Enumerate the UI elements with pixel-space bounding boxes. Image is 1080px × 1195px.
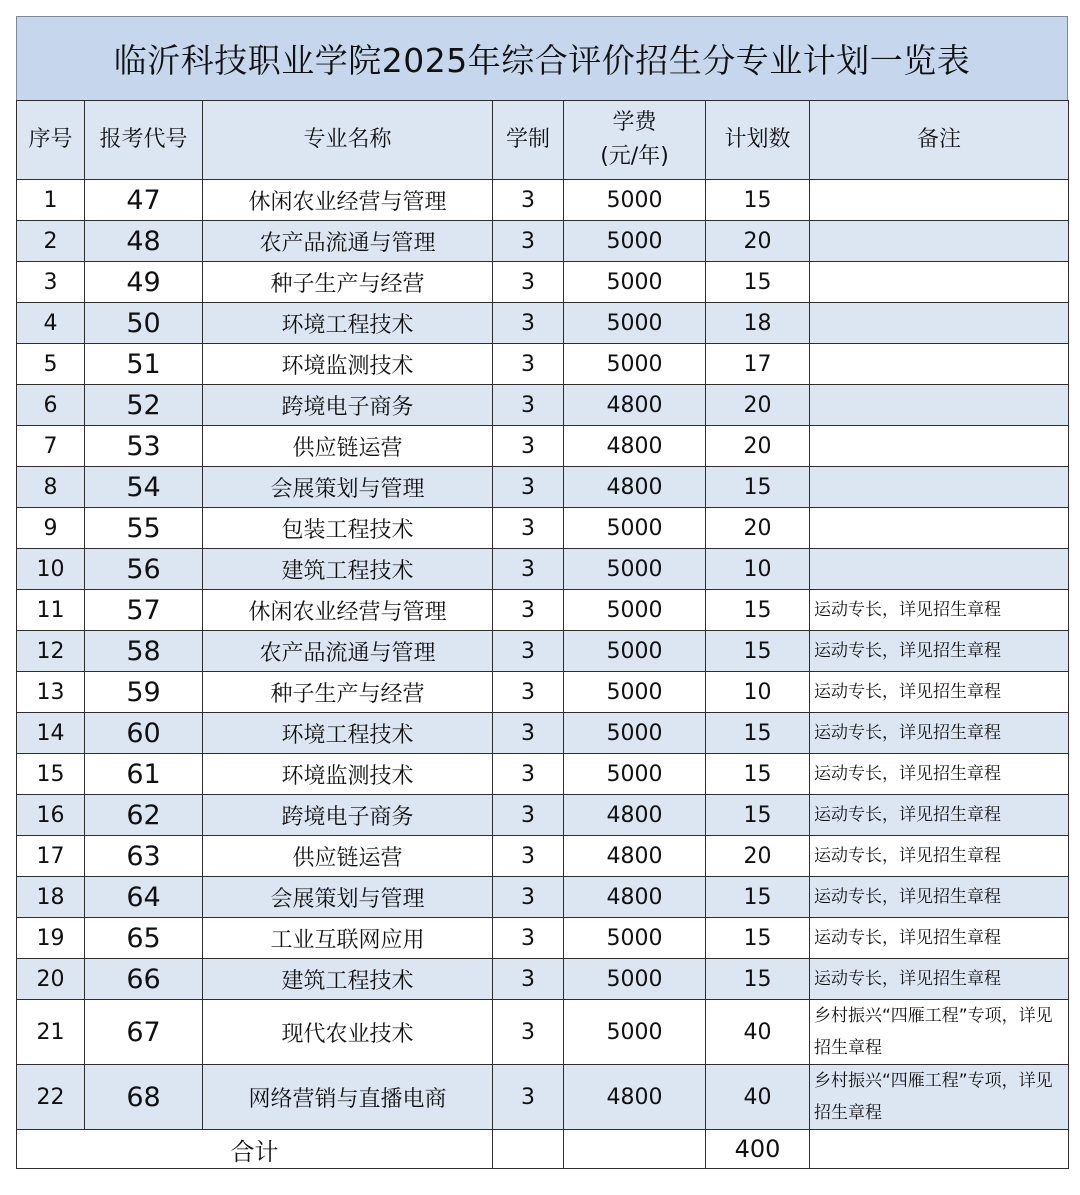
cell-plan: 10 (706, 672, 810, 713)
header-seq: 序号 (17, 101, 85, 180)
header-plan: 计划数 (706, 101, 810, 180)
total-row (17, 1130, 1069, 1169)
cell-note (810, 221, 1069, 262)
cell-note (810, 303, 1069, 344)
cell-years: 3 (493, 713, 564, 754)
cell-note: 运动专长，详见招生章程 (810, 754, 1069, 795)
cell-fee: 4800 (564, 877, 706, 918)
cell-plan: 15 (706, 262, 810, 303)
cell-fee: 5000 (564, 918, 706, 959)
cell-seq: 5 (17, 344, 85, 385)
cell-major: 建筑工程技术 (203, 549, 493, 590)
cell-code: 62 (85, 795, 203, 836)
cell-years: 3 (493, 631, 564, 672)
cell-years: 3 (493, 344, 564, 385)
cell-fee: 4800 (564, 836, 706, 877)
page-title: 临沂科技职业学院2025年综合评价招生分专业计划一览表 (16, 16, 1068, 100)
cell-note (810, 426, 1069, 467)
cell-note (810, 549, 1069, 590)
cell-seq: 10 (17, 549, 85, 590)
cell-plan: 20 (706, 426, 810, 467)
table-row (17, 549, 1069, 590)
cell-code: 55 (85, 508, 203, 549)
table-row (17, 631, 1069, 672)
cell-plan: 20 (706, 836, 810, 877)
table-row (17, 221, 1069, 262)
cell-years: 3 (493, 795, 564, 836)
cell-note: 运动专长，详见招生章程 (810, 836, 1069, 877)
cell-plan: 40 (706, 1000, 810, 1065)
cell-years: 3 (493, 754, 564, 795)
cell-code: 56 (85, 549, 203, 590)
cell-years: 3 (493, 385, 564, 426)
cell-fee: 4800 (564, 385, 706, 426)
table-row (17, 1000, 1069, 1065)
admission-plan-sheet (16, 16, 1068, 1169)
cell-fee: 5000 (564, 262, 706, 303)
total-label: 合计 (17, 1130, 493, 1169)
table-row (17, 303, 1069, 344)
table-row (17, 959, 1069, 1000)
cell-years: 3 (493, 836, 564, 877)
cell-fee: 4800 (564, 426, 706, 467)
cell-years: 3 (493, 590, 564, 631)
cell-fee: 5000 (564, 631, 706, 672)
cell-major: 环境工程技术 (203, 303, 493, 344)
cell-note (810, 508, 1069, 549)
cell-years: 3 (493, 1000, 564, 1065)
cell-fee: 5000 (564, 713, 706, 754)
table-row (17, 1065, 1069, 1130)
cell-major: 建筑工程技术 (203, 959, 493, 1000)
header-code: 报考代号 (85, 101, 203, 180)
cell-fee: 5000 (564, 508, 706, 549)
cell-code: 49 (85, 262, 203, 303)
cell-note: 运动专长，详见招生章程 (810, 877, 1069, 918)
cell-major: 现代农业技术 (203, 1000, 493, 1065)
cell-code: 53 (85, 426, 203, 467)
cell-plan: 15 (706, 795, 810, 836)
cell-code: 54 (85, 467, 203, 508)
cell-seq: 8 (17, 467, 85, 508)
cell-seq: 15 (17, 754, 85, 795)
cell-years: 3 (493, 303, 564, 344)
cell-major: 农产品流通与管理 (203, 631, 493, 672)
table-row (17, 713, 1069, 754)
cell-seq: 22 (17, 1065, 85, 1130)
total-plan: 400 (706, 1130, 810, 1169)
header-fee-line1: 学费 (612, 110, 657, 135)
cell-major: 种子生产与经营 (203, 262, 493, 303)
cell-seq: 21 (17, 1000, 85, 1065)
cell-major: 网络营销与直播电商 (203, 1065, 493, 1130)
cell-seq: 3 (17, 262, 85, 303)
cell-code: 63 (85, 836, 203, 877)
cell-seq: 11 (17, 590, 85, 631)
table-row (17, 508, 1069, 549)
cell-note: 运动专长，详见招生章程 (810, 590, 1069, 631)
cell-code: 48 (85, 221, 203, 262)
cell-note: 运动专长，详见招生章程 (810, 795, 1069, 836)
cell-plan: 15 (706, 467, 810, 508)
cell-note (810, 262, 1069, 303)
cell-fee: 5000 (564, 672, 706, 713)
cell-fee: 5000 (564, 549, 706, 590)
cell-plan: 18 (706, 303, 810, 344)
cell-major: 环境监测技术 (203, 754, 493, 795)
cell-plan: 15 (706, 877, 810, 918)
cell-fee: 5000 (564, 959, 706, 1000)
cell-major: 种子生产与经营 (203, 672, 493, 713)
cell-seq: 12 (17, 631, 85, 672)
cell-note (810, 385, 1069, 426)
cell-years: 3 (493, 1065, 564, 1130)
cell-fee: 4800 (564, 1065, 706, 1130)
header-fee-line2: (元/年) (600, 144, 669, 169)
cell-code: 52 (85, 385, 203, 426)
cell-code: 51 (85, 344, 203, 385)
cell-seq: 6 (17, 385, 85, 426)
cell-fee: 5000 (564, 344, 706, 385)
cell-major: 跨境电子商务 (203, 795, 493, 836)
cell-seq: 18 (17, 877, 85, 918)
plan-table (16, 100, 1069, 1169)
total-note (810, 1130, 1069, 1169)
table-row (17, 672, 1069, 713)
cell-years: 3 (493, 959, 564, 1000)
cell-years: 3 (493, 549, 564, 590)
cell-note: 乡村振兴“四雁工程”专项，详见招生章程 (810, 1065, 1069, 1130)
cell-note (810, 180, 1069, 221)
cell-major: 供应链运营 (203, 426, 493, 467)
table-row (17, 590, 1069, 631)
cell-seq: 16 (17, 795, 85, 836)
cell-major: 休闲农业经营与管理 (203, 590, 493, 631)
table-row (17, 836, 1069, 877)
cell-years: 3 (493, 672, 564, 713)
cell-note: 运动专长，详见招生章程 (810, 672, 1069, 713)
cell-plan: 15 (706, 754, 810, 795)
cell-years: 3 (493, 877, 564, 918)
cell-note: 运动专长，详见招生章程 (810, 713, 1069, 754)
table-row (17, 877, 1069, 918)
cell-years: 3 (493, 262, 564, 303)
cell-code: 67 (85, 1000, 203, 1065)
cell-code: 57 (85, 590, 203, 631)
cell-fee: 5000 (564, 1000, 706, 1065)
cell-seq: 4 (17, 303, 85, 344)
cell-plan: 20 (706, 385, 810, 426)
cell-code: 50 (85, 303, 203, 344)
cell-code: 64 (85, 877, 203, 918)
cell-code: 58 (85, 631, 203, 672)
cell-seq: 7 (17, 426, 85, 467)
header-major: 专业名称 (203, 101, 493, 180)
cell-code: 61 (85, 754, 203, 795)
cell-seq: 14 (17, 713, 85, 754)
cell-years: 3 (493, 918, 564, 959)
cell-fee: 5000 (564, 303, 706, 344)
cell-major: 环境工程技术 (203, 713, 493, 754)
cell-seq: 19 (17, 918, 85, 959)
header-note: 备注 (810, 101, 1069, 180)
cell-fee: 5000 (564, 180, 706, 221)
cell-seq: 9 (17, 508, 85, 549)
table-row (17, 918, 1069, 959)
cell-note (810, 344, 1069, 385)
cell-note (810, 467, 1069, 508)
table-row (17, 754, 1069, 795)
cell-plan: 15 (706, 713, 810, 754)
cell-major: 环境监测技术 (203, 344, 493, 385)
table-row (17, 467, 1069, 508)
cell-plan: 17 (706, 344, 810, 385)
cell-code: 47 (85, 180, 203, 221)
cell-years: 3 (493, 508, 564, 549)
cell-fee: 4800 (564, 467, 706, 508)
cell-plan: 20 (706, 508, 810, 549)
cell-seq: 1 (17, 180, 85, 221)
table-row (17, 426, 1069, 467)
cell-major: 会展策划与管理 (203, 877, 493, 918)
total-fee (564, 1130, 706, 1169)
cell-plan: 15 (706, 918, 810, 959)
cell-plan: 20 (706, 221, 810, 262)
cell-plan: 15 (706, 959, 810, 1000)
cell-years: 3 (493, 426, 564, 467)
cell-seq: 17 (17, 836, 85, 877)
table-row (17, 262, 1069, 303)
table-row (17, 180, 1069, 221)
cell-code: 60 (85, 713, 203, 754)
cell-code: 59 (85, 672, 203, 713)
total-years (493, 1130, 564, 1169)
cell-major: 农产品流通与管理 (203, 221, 493, 262)
header-fee (564, 101, 706, 180)
cell-note: 运动专长，详见招生章程 (810, 631, 1069, 672)
table-row (17, 795, 1069, 836)
table-row (17, 344, 1069, 385)
cell-plan: 15 (706, 590, 810, 631)
cell-major: 工业互联网应用 (203, 918, 493, 959)
cell-plan: 10 (706, 549, 810, 590)
cell-years: 3 (493, 221, 564, 262)
cell-code: 65 (85, 918, 203, 959)
cell-years: 3 (493, 467, 564, 508)
cell-fee: 5000 (564, 221, 706, 262)
cell-seq: 13 (17, 672, 85, 713)
cell-major: 跨境电子商务 (203, 385, 493, 426)
cell-major: 包装工程技术 (203, 508, 493, 549)
cell-note: 运动专长，详见招生章程 (810, 959, 1069, 1000)
cell-code: 66 (85, 959, 203, 1000)
cell-years: 3 (493, 180, 564, 221)
cell-fee: 4800 (564, 795, 706, 836)
cell-plan: 15 (706, 631, 810, 672)
cell-code: 68 (85, 1065, 203, 1130)
cell-fee: 5000 (564, 754, 706, 795)
table-header-row (17, 101, 1069, 180)
header-years: 学制 (493, 101, 564, 180)
cell-plan: 15 (706, 180, 810, 221)
cell-major: 休闲农业经营与管理 (203, 180, 493, 221)
cell-note: 乡村振兴“四雁工程”专项，详见招生章程 (810, 1000, 1069, 1065)
table-row (17, 385, 1069, 426)
cell-fee: 5000 (564, 590, 706, 631)
cell-major: 供应链运营 (203, 836, 493, 877)
cell-seq: 20 (17, 959, 85, 1000)
cell-seq: 2 (17, 221, 85, 262)
cell-major: 会展策划与管理 (203, 467, 493, 508)
cell-plan: 40 (706, 1065, 810, 1130)
cell-note: 运动专长，详见招生章程 (810, 918, 1069, 959)
